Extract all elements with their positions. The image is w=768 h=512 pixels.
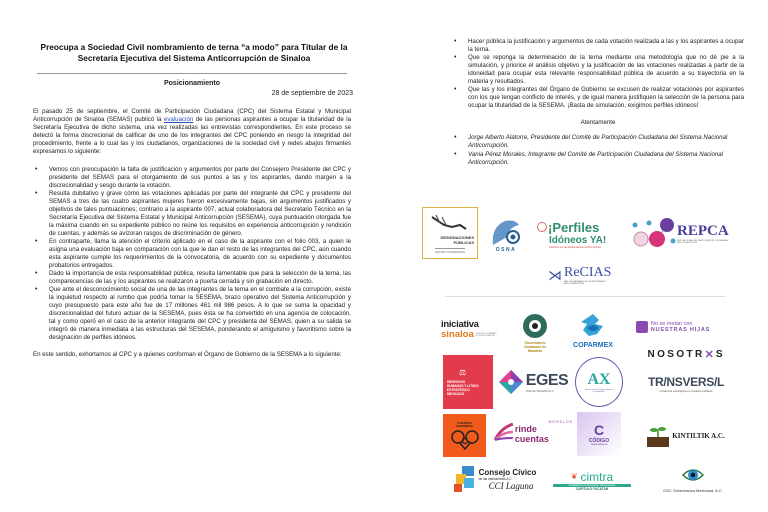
- document-date: 28 de septiembre de 2023: [271, 90, 353, 97]
- logo-subtext: GRUPO CIUDADANO: [435, 249, 465, 254]
- logos-divider: [445, 296, 725, 297]
- hand-icon: [430, 213, 470, 235]
- document-subtitle: Posicionamiento: [163, 80, 220, 87]
- concern-item: • En contraparte, llama la atención el criterio aplicado en el caso de la aspirante con el folio 003, a quien le asigna una evaluación baja en comparación con la que le dan el resto de las integrantes del CPC, aún cuando esta aspirante cumple los requerimientos de la convocatoria, de acuerdo con su expediente y documentos probatorios entregados.: [33, 238, 351, 270]
- eye-icon: [522, 313, 548, 339]
- logo-perfiles-idoneos: [537, 211, 615, 257]
- c-emblem-icon: C: [593, 422, 605, 438]
- closing-paragraph: En este sentido, exhortamos al CPC y a quienes conforman el Órgano de Gobierno de la SESEMA a lo siguiente:: [33, 351, 342, 358]
- logo-subtext: PARA EL DESARROLLO: [525, 389, 554, 393]
- logo-text: SABUESOS GUERRERAS: [456, 421, 473, 428]
- demand-item: • Que las y los integrantes del Órgano de Gobierno se excusen de realizar votaciones por aspirantes con los que tengan conflicto de interés, y de igual manera justifiquen la selección de la persona para ocupar la titularidad de la SESEMA. ¡Basta de simulación, exigimos perfiles idóneos!: [452, 86, 744, 110]
- signatory: • Jorge Alberto Alatorre, Presidente del Comité de Participación Ciudadana del Sistema Nacional Anticorrupción.: [452, 134, 744, 150]
- right-column: [452, 38, 744, 168]
- logo-osc-gobernanza: [647, 457, 739, 501]
- demand-item: • Que se reponga la determinación de la terna mediante una metodología que no dé pie a la simulación, y priorice el análisis objetivo y la justificación de las votaciones realizadas a partir de la idoneidad para ocupar esta relevante responsabilidad pública de acuerdo a su trayectoria en la materia y resultados.: [452, 54, 744, 86]
- logo-eges: [497, 365, 569, 399]
- demand-item: • Hacer pública la justificación y argumentos de cada votación realizada a las y los aspirantes a ocupar la terna.: [452, 38, 744, 54]
- concern-item: • Dado la importancia de esta responsabilidad pública, resulta lamentable que para la selección de la terna, las comparecencias de las y los aspirantes se realizaron a puerta cerrada y sin grabación en directo.: [33, 270, 351, 286]
- logo-no-se-metan-hijas: [627, 317, 719, 337]
- evaluation-link[interactable]: evaluación: [163, 116, 194, 123]
- x-mark-icon: ✕: [704, 348, 714, 361]
- ccl-emblem-icon: [454, 466, 476, 492]
- logo-ax: [575, 357, 623, 407]
- logo-text: NOSOTR: [647, 348, 705, 360]
- osna-emblem-icon: [489, 217, 523, 247]
- heart-icon: [636, 321, 648, 333]
- logo-subtext: Incidencia estratégica en políticas públicas: [659, 389, 713, 393]
- logo-morelos-rinde-cuentas: [493, 417, 573, 447]
- logo-osna: [485, 213, 527, 257]
- concerns-list: [33, 166, 351, 342]
- intro-text-after: de las personas aspirantes a ocupar la titularidad de la Secretaría Ejecutiva de dicho sistema, una vez realizadas las entrevistas correspondientes. En este proceso se detectó la forma discrecional de calificar de uno de los integrantes del CPC poniendo en riesgo la integridad del procedimiento, frente a lo cual las y los ciudadanos, organizaciones de la sociedad civil y redes abajos firmantes expresamos lo siguiente:: [33, 116, 351, 155]
- logo-text: OSC Gobernanza Mexicana, A.C.: [663, 488, 723, 493]
- logo-kintiltik: [641, 423, 731, 449]
- demands-list: [452, 38, 744, 110]
- people-icon: [537, 222, 547, 232]
- logo-text: ¡Perfiles: [548, 219, 600, 235]
- logo-dhlem: [443, 355, 493, 409]
- logo-text: CÓDIGO: [588, 438, 610, 444]
- logo-codigo-transparencia: [577, 412, 621, 456]
- concern-item: • Resulta dubitativo y grave cómo las votaciones aplicadas por parte del integrante del CPC y presidente del SEMAS a tres de las cuatro aspirantes mujeres fueron excesivamente bajas, sin argumentos justificados y objetivos de tales puntuaciones; contrario a la aspirante 007, actual colaboradora del Secretario Técnico en la Secretaría Ejecutiva del Sistema Estatal y Municipal Anticorrupción (SESEMA), cuya puntuación otorgada fue la máxima cuando en su expediente público no reúne los requisitos en experiencia anticorrupción y rendición de cuentas, y además se avizoran rasgos de discriminación de género.: [33, 190, 351, 238]
- intro-paragraph: [33, 108, 351, 156]
- left-column: [33, 42, 351, 359]
- logo-designaciones-publicas: [422, 207, 478, 259]
- logo-text-secondary: de las Instituciones A.C.: [478, 476, 513, 481]
- logo-text-secondary: rinde cuentas: [514, 424, 549, 444]
- logos-grid: [415, 205, 768, 512]
- signatories-list: [452, 134, 744, 167]
- logo-text: Consejo Cívico: [478, 467, 537, 477]
- logo-subtext: Asociación de Derechos Humanos Xochitépetl A.C.: [585, 389, 613, 393]
- logo-subtext: TRANSPARENCIA: [590, 444, 608, 446]
- logo-repca: [627, 213, 737, 253]
- intro-text-before: El pasado 25 de septiembre, el Comité de Participación Ciudadana (CPC) del Sistema Estatal y Municipal Anticorrupción de Sinaloa (SEMAS) publicó la: [33, 108, 351, 123]
- logo-text: AX: [587, 371, 611, 388]
- logo-text: REPCA: [677, 222, 729, 239]
- logo-observatorio-mazatlan: [517, 305, 553, 361]
- logo-text-secondary: Idóneos YA!: [549, 234, 607, 246]
- logo-text: EGES: [525, 371, 569, 389]
- logo-text: OSNA: [495, 247, 517, 253]
- logo-subtext: Colectivo por las Designaciones Anticorrupción: [549, 245, 602, 249]
- network-people-icon: [631, 215, 677, 251]
- logo-coparmex: [565, 305, 621, 355]
- logo-nosotrxs: [635, 347, 735, 361]
- logo-sabuesos-guerreras: [443, 414, 486, 457]
- logo-subtext: CENTRO CIUDADANO DE INVESTIGACIÓN: [475, 333, 497, 337]
- network-icon: ⋊: [548, 266, 562, 283]
- sprout-icon: [647, 425, 669, 447]
- logo-transversal: [641, 369, 731, 399]
- logo-text: DERECHOS HUMANOS Y LITIGIO ESTRATÉGICO MEXICANO: [447, 380, 479, 396]
- concern-item: • Vemos con preocupación la falta de justificación y argumentos por parte del Consejero Presidente del CPC y presidente del SEMAS para el otorgamiento de sus puntos a las y los aspirantes, dando margen a la discrecionalidad y sesgo durante la votación.: [33, 166, 351, 190]
- coparmex-emblem-icon: [575, 312, 611, 342]
- eges-diamond-icon: [498, 369, 524, 395]
- logo-text-secondary: NUESTRAS HIJAS: [650, 327, 711, 333]
- logo-text: MORELOS: [548, 420, 573, 424]
- logo-text: Observatorio Ciudadano de Mazatlán: [523, 340, 547, 354]
- logo-text: cimtra: [580, 469, 614, 484]
- logo-text-secondary: sinaloa: [441, 329, 474, 340]
- logo-cimtra: [551, 461, 633, 499]
- logo-text: TR/NSVERS/L: [647, 375, 725, 389]
- logo-text: DESIGNACIONES PÚBLICAS: [440, 234, 474, 245]
- logo-consejo-civico: [447, 459, 543, 499]
- title-divider: [37, 73, 347, 74]
- signatory: • Vania Pérez Morales, Integrante del Comité de Participación Ciudadana del Sistema Nacional Anticorrupción.: [452, 151, 744, 167]
- logo-text: ReCIAS: [564, 265, 612, 280]
- logo-subtext: RED NACIONAL DE PARTICIPACIÓN CIUDADANA ANTICORRUPCIÓN: [677, 239, 728, 244]
- logo-subtext: RED CIUDADANA POR LA INTEGRIDAD Y ANTICORRUPCIÓN: [564, 281, 607, 285]
- logo-iniciativa-sinaloa: [441, 315, 511, 345]
- logo-subtext: CAPÍTULO YUCATÁN: [575, 486, 609, 491]
- logo-subtext: CCI Laguna: [488, 480, 534, 491]
- birds-icon: ❦: [570, 472, 578, 481]
- logo-recias: [545, 261, 617, 289]
- logo-text: COPARMEX: [573, 341, 613, 349]
- feathers-icon: [493, 422, 515, 442]
- logo-text: No se metan con: [650, 321, 693, 327]
- document-title: Preocupa a Sociedad Civil nombramiento de terna “a modo” para Titular de la Secretaría Ejecutiva del Sistema Anticorrupción de Sinaloa: [40, 42, 348, 63]
- location-pins-icon: [449, 428, 481, 450]
- logo-text-secondary: S: [715, 348, 723, 360]
- scales-icon: ⚖: [459, 368, 467, 377]
- logo-text: iniciativa: [441, 319, 479, 330]
- concern-item: • Que ante el desconocimiento social de una de las integrantes de la terna en el combate a la corrupción, existe la inquietud respecto al rumbo que podría tomar la SESEMA, brazo operativo del Sistema Anticorrupción y cuyo presupuesto para este año fue de 17 millones 461 mil 986 pesos. A lo que se suma la opacidad y discrecionalidad del futuro actuar de la SESEMA, pues ésta se ha convertido en una agencia de colocación, tal y como operó en el caso de la anterior integrante del CPC y presidenta del SEMAS, quien a su salida se integró de manera inmediata a las estructuras del SESEMA, ponderando el amiguismo y favoritismo sobre la designación de perfiles idóneos.: [33, 286, 351, 342]
- sign-off: Atentamente: [580, 119, 616, 126]
- logo-text-secondary: Ciudadanos por Municipios Transparentes: [553, 484, 631, 487]
- logo-text: KINTILTIK A.C.: [672, 432, 725, 440]
- eye-icon: [681, 465, 705, 485]
